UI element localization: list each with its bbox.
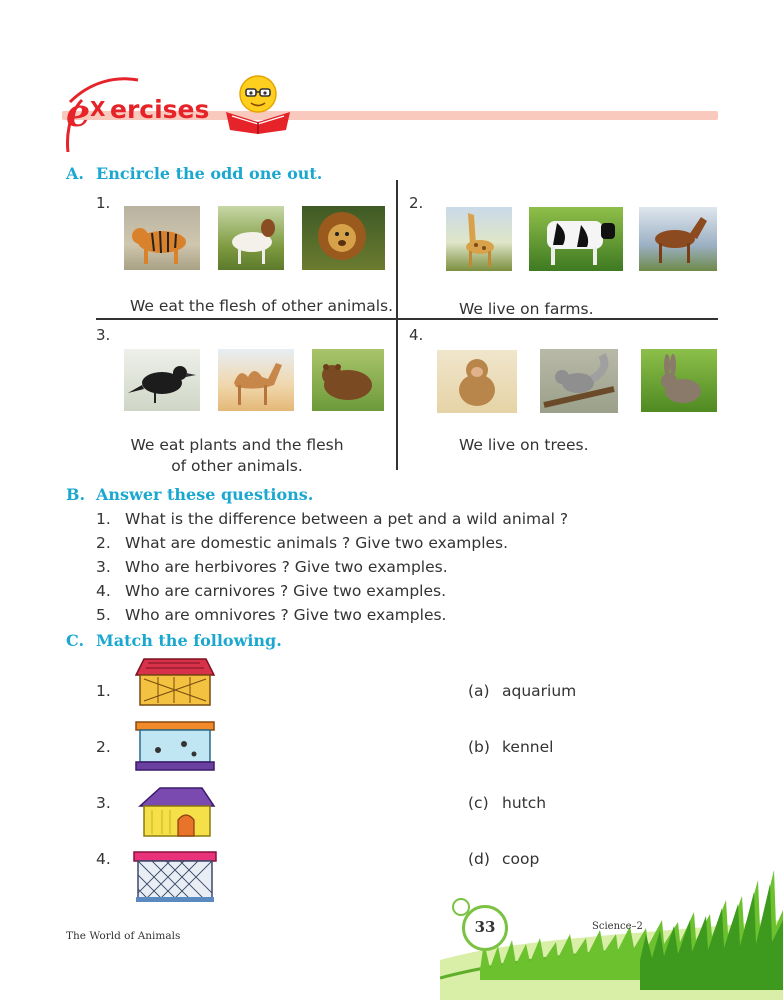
group-3-caption	[130, 435, 344, 477]
group-4-caption	[459, 435, 589, 456]
question-number: 4.	[96, 582, 111, 600]
question-text: Who are omnivores ? Give two examples.	[125, 606, 447, 624]
cow-image[interactable]	[529, 207, 623, 271]
group-3-caption-line-2: of other animals.	[171, 457, 303, 475]
section-c-letter: C.	[66, 631, 85, 650]
question-text: Who are carnivores ? Give two examples.	[125, 582, 447, 600]
exercises-logo	[60, 72, 220, 158]
monkey-image[interactable]	[437, 350, 517, 413]
grid-horizontal-divider	[96, 318, 718, 320]
grid-vertical-divider	[396, 180, 398, 470]
squirrel-image[interactable]	[540, 349, 618, 413]
question-number: 3.	[96, 558, 111, 576]
svg-text:X: X	[90, 97, 106, 121]
section-a-heading: Encircle the odd one out.	[96, 164, 323, 183]
option-text: coop	[502, 850, 540, 868]
question-number: 2.	[96, 534, 111, 552]
option-text: aquarium	[502, 682, 577, 700]
group-2-caption-line: We live on farms.	[459, 300, 594, 318]
bear-image[interactable]	[312, 349, 384, 411]
option-letter: (b)	[468, 738, 490, 756]
reading-smiley-icon	[222, 72, 294, 134]
section-b-title	[66, 485, 313, 504]
option-text: hutch	[502, 794, 547, 812]
coop-house-image[interactable]	[134, 655, 216, 709]
section-b-letter: B.	[66, 485, 86, 504]
question-number: 1.	[96, 510, 111, 528]
section-c-heading: Match the following.	[96, 631, 282, 650]
match-left-4-number: 4.	[96, 850, 111, 868]
camel-image[interactable]	[218, 349, 294, 411]
option-letter: (d)	[468, 850, 490, 868]
question-text: What is the difference between a pet and a wild animal ?	[125, 510, 569, 528]
hutch-cage-image[interactable]	[132, 850, 218, 904]
section-c-title	[66, 631, 282, 650]
section-a-letter: A.	[66, 164, 84, 183]
page-number-ring	[452, 898, 470, 916]
option-text: kennel	[502, 738, 554, 756]
question-2	[96, 534, 508, 552]
book-title: The World of Animals	[66, 930, 181, 942]
rabbit-image[interactable]	[641, 349, 717, 412]
match-left-2-number: 2.	[96, 738, 111, 756]
group-4-number: 4.	[409, 326, 424, 344]
question-4	[96, 582, 446, 600]
giraffe-image[interactable]	[446, 207, 512, 271]
svg-text:ercises: ercises	[110, 95, 210, 124]
question-text: What are domestic animals ? Give two examples.	[125, 534, 509, 552]
question-3	[96, 558, 448, 576]
group-1-caption	[130, 296, 393, 317]
match-left-3-number: 3.	[96, 794, 111, 812]
group-1-caption-line: We eat the flesh of other animals.	[130, 297, 394, 315]
aquarium-tank-image[interactable]	[134, 720, 216, 772]
group-3-number: 3.	[96, 326, 111, 344]
group-4-caption-line: We live on trees.	[459, 436, 589, 454]
question-number: 5.	[96, 606, 111, 624]
section-a-title	[66, 164, 322, 183]
page-number: 33	[474, 918, 496, 936]
tiger-image[interactable]	[124, 206, 200, 270]
subject-label: Science–2	[592, 921, 643, 932]
group-3-caption-line-1: We eat plants and the flesh	[130, 436, 344, 454]
option-letter: (c)	[468, 794, 489, 812]
lion-image[interactable]	[302, 206, 385, 270]
question-text: Who are herbivores ? Give two examples.	[125, 558, 448, 576]
question-1	[96, 510, 568, 528]
horse-image[interactable]	[639, 207, 717, 271]
match-option-b[interactable]	[468, 738, 553, 756]
match-left-1-number: 1.	[96, 682, 111, 700]
question-5	[96, 606, 446, 624]
crow-image[interactable]	[124, 349, 200, 411]
group-2-caption	[459, 299, 594, 320]
group-1-number: 1.	[96, 194, 111, 212]
section-b-heading: Answer these questions.	[96, 485, 314, 504]
goat-image[interactable]	[218, 206, 284, 270]
kennel-house-image[interactable]	[134, 784, 218, 840]
match-option-a[interactable]	[468, 682, 576, 700]
match-option-c[interactable]	[468, 794, 546, 812]
svg-text:e: e	[66, 90, 91, 135]
group-2-number: 2.	[409, 194, 424, 212]
option-letter: (a)	[468, 682, 490, 700]
